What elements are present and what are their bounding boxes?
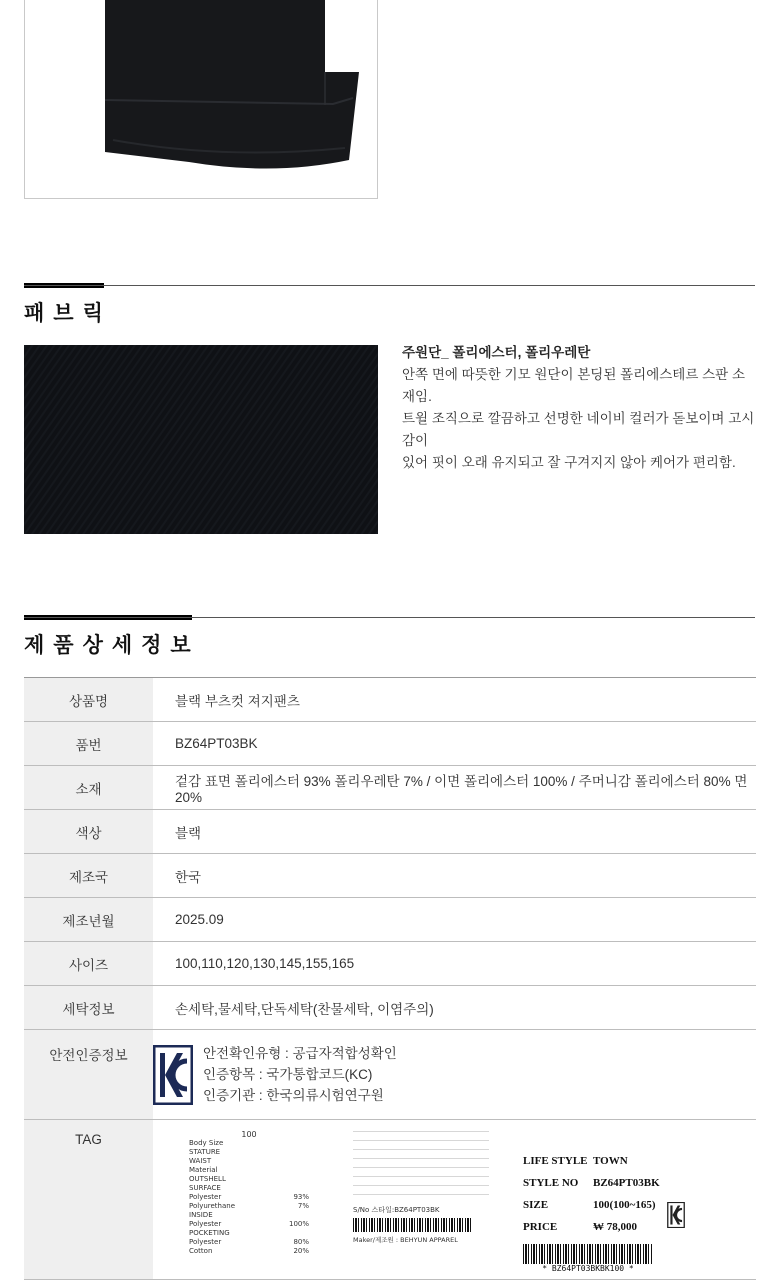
notice-style-line: S/No 스타일:BZ64PT03BK — [353, 1206, 440, 1214]
table-row-safety — [24, 1030, 756, 1120]
tag-key: LIFE STYLE — [523, 1155, 588, 1167]
care-line: Body Size — [189, 1139, 224, 1147]
tag-value: 100(100~165) — [593, 1199, 656, 1211]
care-percent — [283, 1229, 309, 1238]
care-line: INSIDE — [189, 1211, 213, 1219]
fabric-section-divider — [24, 285, 755, 286]
table-row — [24, 722, 756, 766]
details-section-divider — [24, 617, 755, 618]
table-row — [24, 854, 756, 898]
row-value: 100,110,120,130,145,155,165 — [175, 956, 355, 971]
tag-key: PRICE — [523, 1221, 558, 1233]
fabric-material-body: 안쪽 면에 따뜻한 기모 원단이 본딩된 폴리에스테르 스판 소재임. 트윌 조직으로 깔끔하고 선명한 네이비 컬러가 돋보이며 고시감이 있어 핏이 오래 유지되고 잘 구겨지지 않아 케어가 편리함. — [402, 367, 755, 470]
details-section-title: 제품상세정보 — [24, 634, 200, 657]
row-value: 2025.09 — [175, 912, 224, 927]
row-label: 세탁정보 — [24, 986, 153, 1029]
tag-key: STYLE NO — [523, 1177, 579, 1189]
care-percent: 20% — [293, 1247, 309, 1255]
row-label: 품번 — [24, 722, 153, 765]
table-row — [24, 942, 756, 986]
kc-certification-icon — [153, 1045, 193, 1105]
care-line: Polyester — [189, 1193, 222, 1201]
care-line: SURFACE — [189, 1184, 221, 1192]
tag-value: TOWN — [593, 1155, 628, 1167]
fabric-material-heading: 주원단_ 폴리에스터, 폴리우레탄 — [402, 345, 591, 360]
product-image-bottom-hem — [24, 0, 378, 199]
pants-hem-image — [103, 0, 359, 180]
barcode — [353, 1218, 473, 1232]
safety-lines — [203, 1043, 397, 1106]
row-value: 블랙 — [175, 825, 202, 841]
product-spec-table — [24, 677, 756, 1280]
care-line: Polyester — [189, 1220, 222, 1228]
care-percent: 80% — [293, 1238, 309, 1246]
row-label: 소재 — [24, 766, 153, 809]
kc-mark-icon — [667, 1202, 685, 1228]
safety-line: 인증항목 : 국가통합코드(KC) — [203, 1067, 373, 1082]
tag-value: BZ64PT03BK — [593, 1177, 660, 1189]
barcode — [523, 1244, 653, 1264]
care-label-sheet — [189, 1130, 309, 1256]
safety-line: 인증기관 : 한국의류시험연구원 — [203, 1088, 384, 1103]
safety-info — [153, 1030, 756, 1119]
row-value: 블랙 부츠컷 져지팬츠 — [175, 693, 300, 709]
table-row — [24, 898, 756, 942]
notice-label-sheet — [353, 1128, 489, 1245]
table-row — [24, 766, 756, 810]
care-percent: 7% — [297, 1202, 309, 1210]
table-row-tag — [24, 1120, 756, 1280]
care-line: WAIST — [189, 1157, 212, 1165]
row-label: 제조국 — [24, 854, 153, 897]
row-value: 겉감 표면 폴리에스터 93% 폴리우레탄 7% / 이면 폴리에스터 100% / 주머니감 폴리에스터 80% 면 20% — [175, 774, 748, 805]
row-value: 손세탁,물세탁,단독세탁(찬물세탁, 이염주의) — [175, 1001, 434, 1017]
care-line: Material — [189, 1166, 218, 1174]
care-line: OUTSHELL — [189, 1175, 226, 1183]
care-percent: 100% — [288, 1220, 309, 1228]
row-label: 사이즈 — [24, 942, 153, 985]
care-percent — [283, 1211, 309, 1220]
table-row — [24, 678, 756, 722]
row-label: 색상 — [24, 810, 153, 853]
barcode-text: * BZ64PT03BKBK100 * — [542, 1264, 634, 1273]
fabric-texture — [24, 345, 378, 534]
notice-maker-line: Maker/제조원 : BEHYUN APPAREL — [353, 1236, 458, 1244]
safety-line: 안전확인유형 : 공급자적합성확인 — [203, 1046, 397, 1061]
row-label: TAG — [24, 1120, 153, 1279]
tag-key: SIZE — [523, 1199, 549, 1211]
care-line: POCKETING — [189, 1229, 230, 1237]
row-label: 안전인증정보 — [24, 1030, 153, 1119]
tag-images — [153, 1120, 756, 1279]
table-row — [24, 810, 756, 854]
row-value: BZ64PT03BK — [175, 736, 258, 751]
fabric-description — [402, 342, 758, 474]
table-row — [24, 986, 756, 1030]
fabric-swatch-image — [24, 345, 378, 534]
row-label: 제조년월 — [24, 898, 153, 941]
fabric-section-title: 패브릭 — [24, 302, 112, 325]
care-line: Cotton — [189, 1247, 213, 1255]
care-percent: 93% — [293, 1193, 309, 1201]
row-label: 상품명 — [24, 678, 153, 721]
care-line: Polyester — [189, 1238, 222, 1246]
care-line: STATURE — [189, 1148, 221, 1156]
care-size: 100 — [241, 1130, 257, 1139]
row-value: 한국 — [175, 869, 202, 885]
notice-text-block — [353, 1128, 489, 1200]
price-tag-card — [523, 1150, 683, 1273]
tag-value: ₩ 78,000 — [593, 1221, 637, 1233]
care-line: Polyurethane — [189, 1202, 236, 1210]
